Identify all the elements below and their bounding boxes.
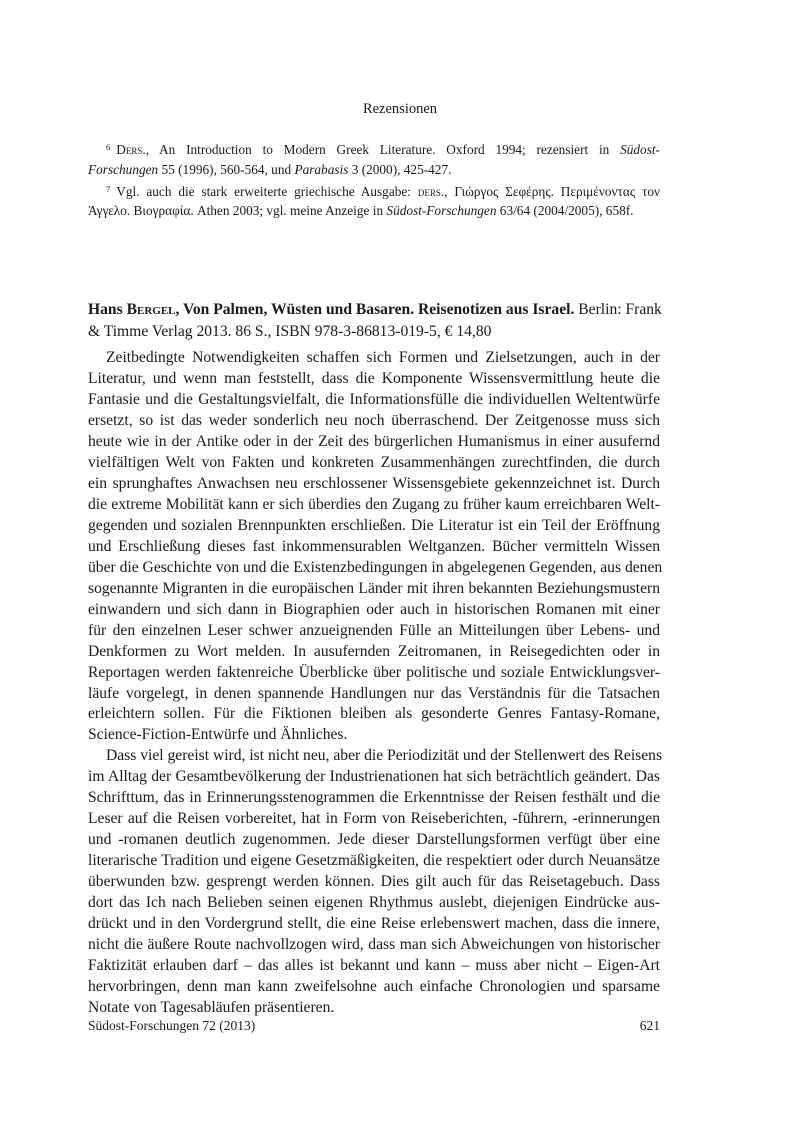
page-number: 621 (639, 1018, 660, 1033)
review-heading (88, 299, 660, 343)
footnote-text: 3 (2000), 425-427. (348, 161, 452, 177)
body-line: und Erschließung dieses fast inkommensurablen Weltganzen. Bücher vermitteln Wissen (88, 537, 660, 555)
review-publisher: Berlin: Frank (574, 301, 662, 318)
footnote-7-line-1 (88, 180, 660, 202)
journal-title: Parabasis (294, 161, 349, 177)
body-line: sogenannte Migranten in die europäischen Länder mit ihren bekannten Beziehungsmustern (88, 579, 660, 597)
footnote-text: 55 (1996), 560-564, und (158, 161, 295, 177)
body-line: drückt und in den Vordergrund stellt, die eine Reise erlebenswert machen, dass die innere, (88, 915, 660, 933)
body-line: ersetzt, so ist das weder sonderlich neu noch überraschend. Der Zeitgenosse muss sich (88, 411, 660, 429)
footnote-6-line-1 (88, 138, 660, 160)
body-line: dort das Ich nach Belieben seinen eigenen Rhythmus auslebt, diejenigen Eindrücke aus- (88, 894, 660, 912)
running-head: Rezensionen (362, 101, 438, 117)
body-line: im Alltag der Gesamtbevölkerung der Industrienationen hat sich beträchtlich geändert. Das (88, 768, 660, 786)
body-line: und -romanen deutlich zugenommen. Jede dieser Darstellungsformen verfügt über eine (88, 831, 660, 849)
body-line: Denkformen zu Wort melden. In ausufernden Zeitromanen, in Reisegedichten oder in (88, 642, 660, 660)
body-line: erleichtern sollen. Für die Fiktionen bleiben als gesonderte Genres Fantasy-Romane, (88, 705, 660, 723)
body-line: nicht die äußere Route nachvollzogen wird, dass man sich Abweichungen von historischer (88, 936, 660, 954)
body-line: einwandern und sich dann in Biographien oder auch in historischen Romanen mit einer (88, 600, 660, 618)
body-line: Literatur, und wenn man feststellt, dass die Komponente Wissensvermittlung heute die (88, 369, 660, 387)
author-abbrev: ders. (417, 183, 445, 199)
footnote-mark: 6 (106, 142, 111, 152)
author-abbrev: Ders. (116, 142, 146, 157)
body-line: Fantasie und die Gestaltungsvielfalt, die Informationsfülle die individuellen Weltentwürfe (88, 390, 660, 408)
review-body (88, 348, 663, 1019)
journal-title: Forschungen (88, 161, 159, 177)
body-line: Reportagen werden faktenreiche Überblicke über politische und soziale Entwicklungsver- (88, 663, 660, 681)
body-line: die extreme Mobilität kann er sich überdies den Zugang zu früher kaum erreichbaren Welt- (88, 495, 660, 513)
body-line: Schrifttum, das in Erinnerungsstenogrammen die Erkenntnisse der Reisen festhält und die (88, 789, 660, 807)
body-line: Science-Fiction-Entwürfe und Ähnliches. (88, 726, 348, 744)
body-line: literarische Tradition und eigene Gesetzmäßigkeiten, die respektiert oder durch Neuansätze (88, 852, 660, 870)
body-line: Dass viel gereist wird, ist nicht neu, aber die Periodizität und der Stellenwert des Reisens (106, 747, 663, 765)
footer-journal: Südost-Forschungen 72 (2013) (88, 1018, 256, 1033)
review-author-first: Hans (88, 301, 127, 318)
body-line: über die Geschichte von und die Existenzbedingungen in abgelegenen Gegenden, aus denen (88, 558, 663, 576)
review-heading-line-1 (88, 299, 660, 321)
footnote-text: Άγγελο. Βιογραφία. Athen 2003; vgl. meine Anzeige in (88, 203, 387, 219)
body-line: Faktizität erlauben darf – das alles ist bekannt und kann – muss aber nicht – Eigen-Art (88, 957, 660, 975)
footnote-text: , An Introduction to Modern Greek Literature. Oxford 1994; rezensiert in (145, 142, 621, 157)
footnote-6-line-2 (88, 160, 660, 180)
body-line: überwunden bzw. gesprengt werden können. Dies gilt auch für das Reisetagebuch. Dass (88, 873, 660, 891)
footnote-7-line-2 (88, 201, 660, 221)
body-line: für den einzelnen Leser schwer anzueignenden Fülle an Mitteilungen über Lebens- und (88, 621, 660, 639)
body-line: läufe vorgelegt, in denen spannende Handlungen nur das Verständnis für die Tatsachen (88, 684, 660, 702)
body-line: ein sprunghaftes Anwachsen neu erschlossener Wissensgebiete gekennzeichnet ist. Durch (88, 474, 660, 492)
body-line: vielfältigen Welt von Fakten und konkreten Zusammenhängen zurechtfinden, die durch (88, 453, 660, 471)
body-line: hervorbringen, denn man kann zweifelsohne auch einfache Chronologien und sparsame (88, 978, 660, 996)
review-heading-line-2: & Timme Verlag 2013. 86 S., ISBN 978-3-86813-019-5, € 14,80 (88, 323, 492, 340)
body-line: gegenden und sozialen Brennpunkten erschließen. Die Literatur ist ein Teil der Eröffnung (88, 516, 660, 534)
journal-title: Südost- (620, 142, 660, 157)
footnote-text: Vgl. auch die stark erweiterte griechische Ausgabe: (116, 183, 418, 199)
footnotes (88, 138, 660, 221)
footnote-mark: 7 (106, 183, 111, 194)
body-line: Notate von Tagesabläufen präsentieren. (88, 999, 335, 1017)
journal-title: Südost-Forschungen (386, 203, 497, 219)
body-line: Leser auf die Reisen vorbereitet, hat in Form von Reiseberichten, -führern, -erinnerungen (88, 810, 660, 828)
review-author-last: Bergel (126, 301, 176, 318)
review-title: , Von Palmen, Wüsten und Basaren. Reisenotizen aus Israel. (175, 301, 575, 318)
footnote-text: , Γιώργος Σεφέρης. Περιμένοντας τον (444, 183, 660, 199)
footnote-text: 63/64 (2004/2005), 658f. (496, 203, 634, 219)
body-line: heute wie in der Antike oder in der Zeit des bürgerlichen Humanismus in einer ausufernd (88, 432, 660, 450)
body-line: Zeitbedingte Notwendigkeiten schaffen sich Formen und Zielsetzungen, auch in der (106, 349, 660, 366)
